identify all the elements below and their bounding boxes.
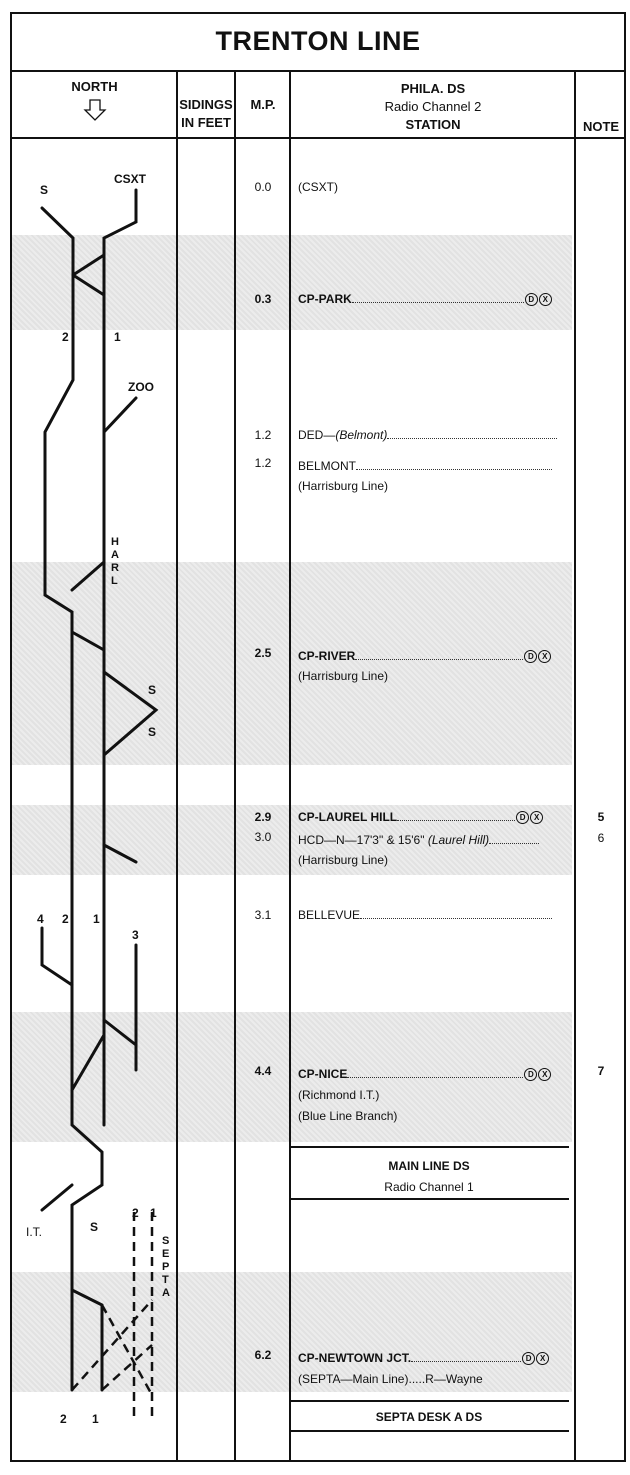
station-cp-nice-sub: (Richmond I.T.) [298,1088,380,1102]
mp-cp-park: 0.3 [254,292,272,306]
station-line1: PHILA. DS [400,81,466,96]
station-cp-nice-name: CP-NICE [298,1067,348,1081]
d-mark-icon: D [522,1352,535,1365]
station-cp-river-name: CP-RIVER [298,649,356,663]
note-cp-nice: 7 [597,1064,605,1078]
station-line3: STATION [405,117,461,132]
station-cp-newtown-sub: (SEPTA—Main Line).....R—Wayne [298,1372,483,1386]
label-track-1: 1 [114,330,121,344]
main-line-ds-channel: Radio Channel 1 [384,1180,474,1194]
mp-cp-river: 2.5 [254,646,272,660]
station-cp-laurel-hill [298,810,560,824]
track-3-line [104,945,136,1070]
station-cp-nice-sub2: (Blue Line Branch) [298,1109,398,1123]
spur-laurel-hill [104,845,136,862]
label-harl: H A R L [111,536,119,587]
station-cp-river-sub: (Harrisburg Line) [298,669,389,683]
main-line-ds-box [289,1146,569,1200]
station-cp-park [298,292,560,306]
label-track-1b: 1 [93,912,100,926]
label-s-c: S [90,1220,99,1234]
label-track-2c: 2 [132,1206,139,1220]
station-ded-italic: (Belmont) [335,428,388,442]
crossover-cp-river [72,632,104,650]
sidings-line1: SIDINGS [179,97,233,112]
d-mark-icon: D [525,293,538,306]
x-mark-icon: X [538,1068,551,1081]
note-laurel-hill: 5 [597,810,605,824]
station-cp-newtown-name: CP-NEWTOWN JCT. [298,1351,412,1365]
label-zoo: ZOO [128,380,154,394]
header-mp: M.P. [250,97,276,112]
label-s-b: S [148,725,157,739]
north-label: NORTH [71,79,118,94]
track-2-line [42,208,102,1390]
label-track-1c: 1 [150,1206,157,1220]
mp-cp-nice: 4.4 [254,1064,272,1078]
station-hcd-italic: (Laurel Hill) [427,833,490,847]
station-bellevue [298,908,560,922]
station-line2: Radio Channel 2 [384,99,482,114]
station-cp-nice [298,1064,560,1127]
station-belmont-name: BELMONT [298,459,357,473]
mp-cp-laurel-hill: 2.9 [254,810,272,824]
station-cp-park-name: CP-PARK [298,292,352,306]
septa-desk-box [289,1400,569,1432]
mp-belmont: 1.2 [254,456,272,470]
station-belmont [298,456,560,496]
x-mark-icon: X [539,293,552,306]
label-track-3: 3 [132,928,139,942]
harl-branch [72,562,104,590]
mp-cp-newtown: 6.2 [254,1348,272,1362]
x-mark-icon: X [538,650,551,663]
track-1-line [72,190,136,1125]
septa-crossover-a [72,1300,152,1390]
label-septa: S E P T A [162,1235,170,1299]
station-cp-laurel-hill-name: CP-LAUREL HILL [298,810,398,824]
label-s-a: S [148,683,157,697]
track-4-line [42,928,72,985]
station-hcd-name: HCD—N—17'3" & 15'6" [298,833,425,847]
septa-crossover-c [102,1305,152,1395]
x-mark-icon: X [530,811,543,824]
d-mark-icon: D [516,811,529,824]
header-note: NOTE [582,119,620,134]
station-cp-newtown [298,1348,560,1390]
station-belmont-sub: (Harrisburg Line) [298,479,389,493]
label-track-2d: 2 [60,1412,67,1426]
it-branch [42,1185,72,1210]
x-mark-icon: X [536,1352,549,1365]
mp-hcd: 3.0 [254,830,272,844]
main-line-ds-title: MAIN LINE DS [388,1159,470,1173]
label-it: I.T. [26,1225,43,1239]
station-hcd [298,830,560,870]
label-csxt: CSXT [114,172,147,186]
station-ded [298,428,560,442]
note-hcd: 6 [597,831,605,845]
mp-bellevue: 3.1 [254,908,272,922]
sidings-line2: IN FEET [181,115,231,130]
station-hcd-sub: (Harrisburg Line) [298,853,389,867]
label-track-2b: 2 [62,912,69,926]
station-cp-river [298,646,560,686]
mp-ded: 1.2 [254,428,272,442]
label-track-4: 4 [37,912,44,926]
label-track-1d: 1 [92,1412,99,1426]
label-s-top: S [40,183,49,197]
septa-desk-title: SEPTA DESK A DS [375,1410,483,1424]
d-mark-icon: D [524,1068,537,1081]
d-mark-icon: D [524,650,537,663]
crossover-cp-park [73,255,104,295]
page-title: TRENTON LINE [215,25,421,56]
station-bellevue-name: BELLEVUE [298,908,361,922]
mp-csxt: 0.0 [254,180,272,194]
station-csxt-name: (CSXT) [298,180,338,194]
station-ded-name: DED— [298,428,336,442]
station-csxt [298,180,560,194]
label-track-2: 2 [62,330,69,344]
